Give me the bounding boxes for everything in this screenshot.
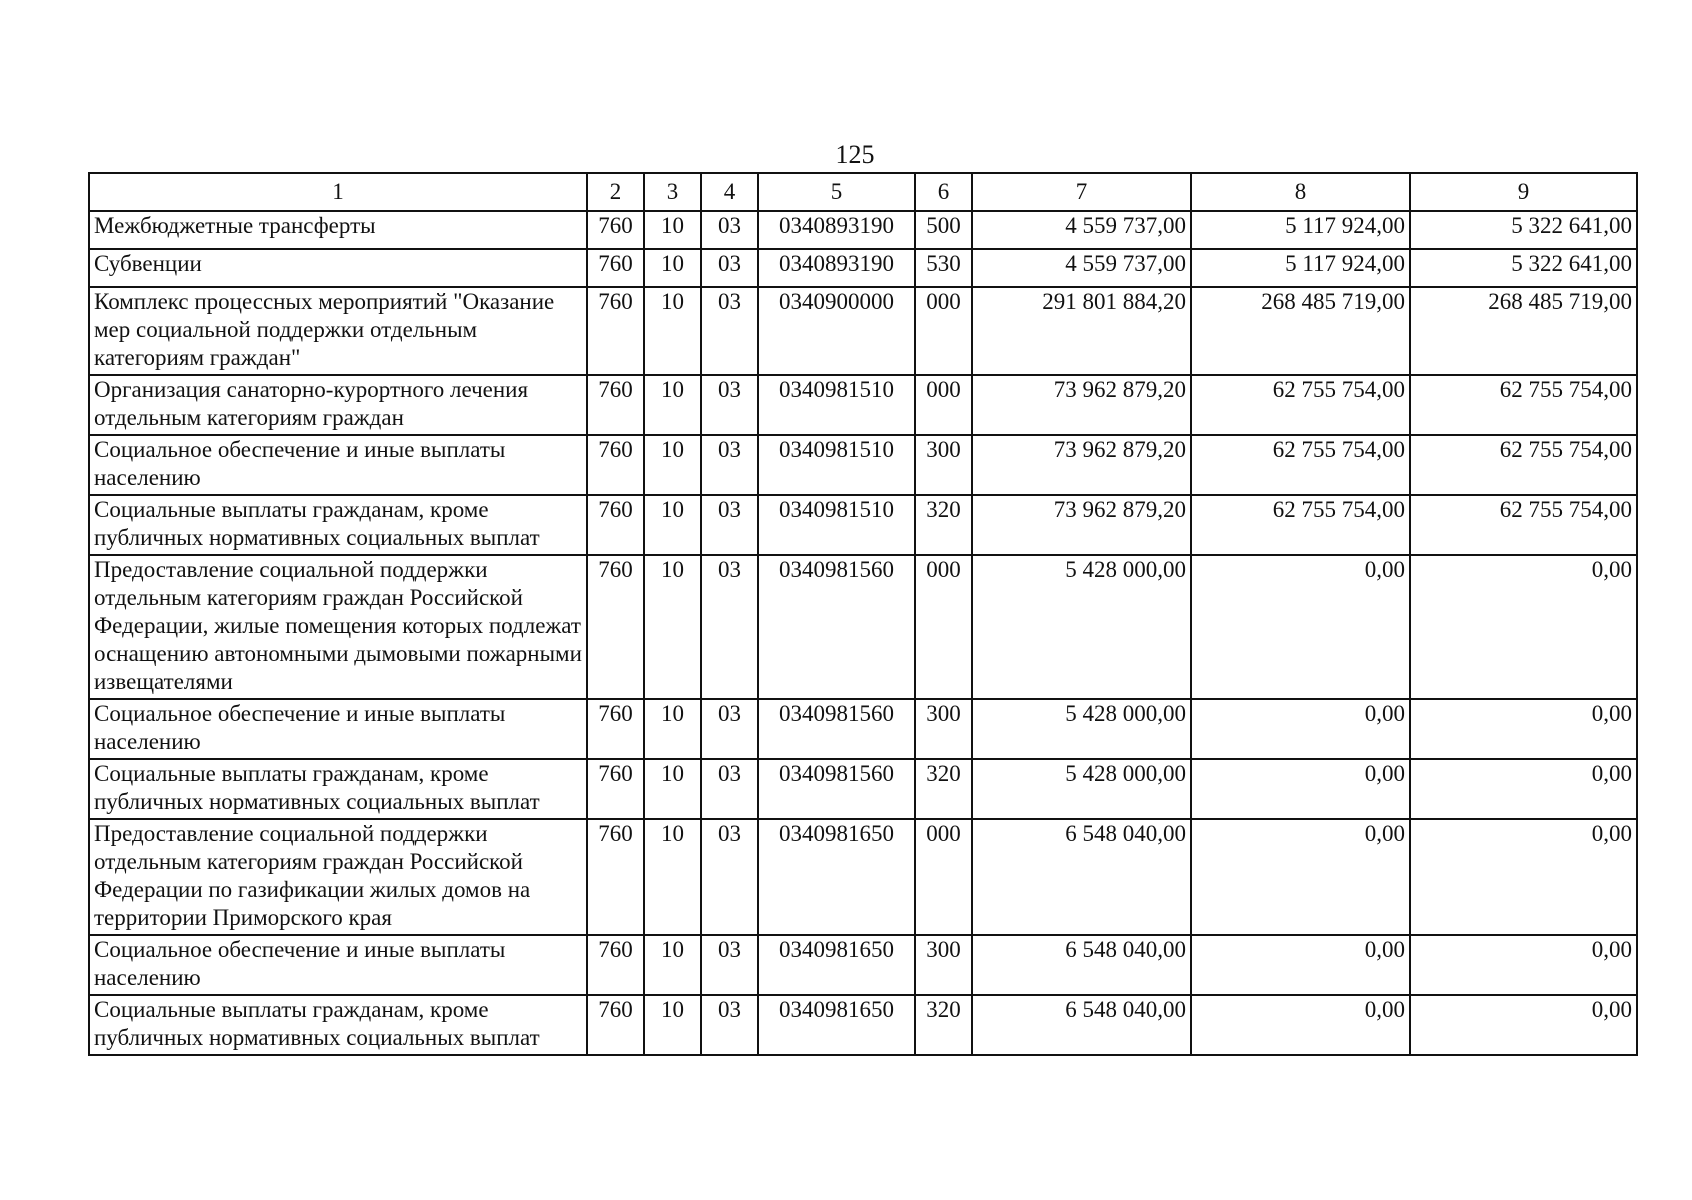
amount-col8: 0,00 (1191, 819, 1410, 935)
target-article-code: 0340981560 (758, 555, 915, 699)
amount-col8: 0,00 (1191, 995, 1410, 1055)
section-code: 10 (644, 819, 701, 935)
amount-col8: 62 755 754,00 (1191, 435, 1410, 495)
column-header: 5 (758, 173, 915, 211)
amount-col7: 5 428 000,00 (972, 555, 1191, 699)
amount-col7: 73 962 879,20 (972, 495, 1191, 555)
row-name: Комплекс процессных мероприятий "Оказание мер социальной поддержки отдельным категориям граждан" (89, 287, 587, 375)
subsection-code: 03 (701, 287, 758, 375)
amount-col7: 6 548 040,00 (972, 935, 1191, 995)
row-name: Организация санаторно-курортного лечения отдельным категориям граждан (89, 375, 587, 435)
amount-col9: 0,00 (1410, 759, 1637, 819)
expense-type-code: 300 (915, 699, 972, 759)
amount-col9: 268 485 719,00 (1410, 287, 1637, 375)
column-header: 6 (915, 173, 972, 211)
table-row (89, 995, 1637, 1055)
ministry-code: 760 (587, 819, 644, 935)
row-name: Социальные выплаты гражданам, кроме публичных нормативных социальных выплат (89, 495, 587, 555)
row-name: Субвенции (89, 249, 587, 287)
amount-col7: 73 962 879,20 (972, 375, 1191, 435)
table-row (89, 211, 1637, 249)
page-number: 125 (835, 140, 875, 169)
table-row (89, 375, 1637, 435)
amount-col9: 0,00 (1410, 555, 1637, 699)
amount-col7: 6 548 040,00 (972, 995, 1191, 1055)
row-name: Межбюджетные трансферты (89, 211, 587, 249)
section-code: 10 (644, 435, 701, 495)
subsection-code: 03 (701, 435, 758, 495)
amount-col8: 0,00 (1191, 699, 1410, 759)
subsection-code: 03 (701, 935, 758, 995)
budget-table (88, 172, 1638, 1056)
column-header: 2 (587, 173, 644, 211)
amount-col9: 0,00 (1410, 935, 1637, 995)
subsection-code: 03 (701, 375, 758, 435)
amount-col9: 5 322 641,00 (1410, 211, 1637, 249)
ministry-code: 760 (587, 375, 644, 435)
ministry-code: 760 (587, 935, 644, 995)
expense-type-code: 300 (915, 435, 972, 495)
amount-col8: 62 755 754,00 (1191, 495, 1410, 555)
section-code: 10 (644, 249, 701, 287)
ministry-code: 760 (587, 287, 644, 375)
subsection-code: 03 (701, 819, 758, 935)
ministry-code: 760 (587, 699, 644, 759)
column-header: 9 (1410, 173, 1637, 211)
subsection-code: 03 (701, 555, 758, 699)
section-code: 10 (644, 287, 701, 375)
expense-type-code: 500 (915, 211, 972, 249)
row-name: Социальное обеспечение и иные выплаты населению (89, 935, 587, 995)
section-code: 10 (644, 935, 701, 995)
target-article-code: 0340981510 (758, 375, 915, 435)
target-article-code: 0340900000 (758, 287, 915, 375)
section-code: 10 (644, 699, 701, 759)
section-code: 10 (644, 995, 701, 1055)
amount-col8: 5 117 924,00 (1191, 249, 1410, 287)
expense-type-code: 320 (915, 995, 972, 1055)
ministry-code: 760 (587, 211, 644, 249)
amount-col7: 4 559 737,00 (972, 211, 1191, 249)
ministry-code: 760 (587, 759, 644, 819)
ministry-code: 760 (587, 555, 644, 699)
row-name: Социальные выплаты гражданам, кроме публичных нормативных социальных выплат (89, 759, 587, 819)
amount-col8: 62 755 754,00 (1191, 375, 1410, 435)
amount-col7: 5 428 000,00 (972, 759, 1191, 819)
column-header: 3 (644, 173, 701, 211)
table-row (89, 495, 1637, 555)
row-name: Предоставление социальной поддержки отдельным категориям граждан Российской Федерации, жилые помещения которых подлежат оснащению автономными дымовыми пожарными извещателями (89, 555, 587, 699)
section-code: 10 (644, 759, 701, 819)
amount-col7: 5 428 000,00 (972, 699, 1191, 759)
table-row (89, 435, 1637, 495)
ministry-code: 760 (587, 435, 644, 495)
column-header: 1 (89, 173, 587, 211)
section-code: 10 (644, 211, 701, 249)
target-article-code: 0340981650 (758, 935, 915, 995)
target-article-code: 0340981650 (758, 819, 915, 935)
amount-col7: 6 548 040,00 (972, 819, 1191, 935)
expense-type-code: 000 (915, 555, 972, 699)
table-header-row (89, 173, 1637, 211)
target-article-code: 0340981560 (758, 759, 915, 819)
target-article-code: 0340893190 (758, 211, 915, 249)
amount-col9: 0,00 (1410, 995, 1637, 1055)
table-row (89, 699, 1637, 759)
target-article-code: 0340981510 (758, 495, 915, 555)
expense-type-code: 320 (915, 495, 972, 555)
amount-col9: 0,00 (1410, 699, 1637, 759)
row-name: Социальное обеспечение и иные выплаты населению (89, 699, 587, 759)
target-article-code: 0340981510 (758, 435, 915, 495)
section-code: 10 (644, 375, 701, 435)
column-header: 8 (1191, 173, 1410, 211)
amount-col7: 73 962 879,20 (972, 435, 1191, 495)
expense-type-code: 320 (915, 759, 972, 819)
row-name: Социальные выплаты гражданам, кроме публичных нормативных социальных выплат (89, 995, 587, 1055)
subsection-code: 03 (701, 249, 758, 287)
subsection-code: 03 (701, 759, 758, 819)
ministry-code: 760 (587, 495, 644, 555)
target-article-code: 0340981560 (758, 699, 915, 759)
amount-col8: 0,00 (1191, 759, 1410, 819)
table-row (89, 759, 1637, 819)
amount-col7: 4 559 737,00 (972, 249, 1191, 287)
expense-type-code: 000 (915, 819, 972, 935)
subsection-code: 03 (701, 211, 758, 249)
amount-col9: 0,00 (1410, 819, 1637, 935)
subsection-code: 03 (701, 995, 758, 1055)
subsection-code: 03 (701, 699, 758, 759)
expense-type-code: 000 (915, 375, 972, 435)
column-header: 4 (701, 173, 758, 211)
amount-col9: 5 322 641,00 (1410, 249, 1637, 287)
row-name: Предоставление социальной поддержки отдельным категориям граждан Российской Федерации по газификации жилых домов на территории Приморского края (89, 819, 587, 935)
table-row (89, 819, 1637, 935)
table-row (89, 287, 1637, 375)
amount-col8: 0,00 (1191, 555, 1410, 699)
section-code: 10 (644, 495, 701, 555)
subsection-code: 03 (701, 495, 758, 555)
table-row (89, 555, 1637, 699)
amount-col8: 268 485 719,00 (1191, 287, 1410, 375)
expense-type-code: 530 (915, 249, 972, 287)
amount-col9: 62 755 754,00 (1410, 375, 1637, 435)
amount-col9: 62 755 754,00 (1410, 435, 1637, 495)
ministry-code: 760 (587, 249, 644, 287)
column-header: 7 (972, 173, 1191, 211)
table-row (89, 249, 1637, 287)
table-row (89, 935, 1637, 995)
target-article-code: 0340981650 (758, 995, 915, 1055)
amount-col8: 5 117 924,00 (1191, 211, 1410, 249)
target-article-code: 0340893190 (758, 249, 915, 287)
amount-col7: 291 801 884,20 (972, 287, 1191, 375)
row-name: Социальное обеспечение и иные выплаты населению (89, 435, 587, 495)
amount-col8: 0,00 (1191, 935, 1410, 995)
expense-type-code: 300 (915, 935, 972, 995)
ministry-code: 760 (587, 995, 644, 1055)
amount-col9: 62 755 754,00 (1410, 495, 1637, 555)
expense-type-code: 000 (915, 287, 972, 375)
section-code: 10 (644, 555, 701, 699)
table-body (89, 211, 1637, 1055)
